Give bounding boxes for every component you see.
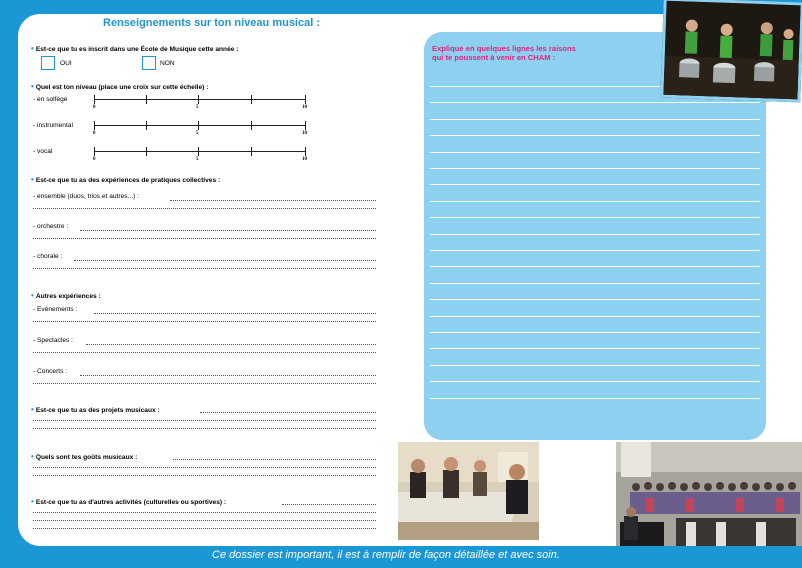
footer-note: Ce dossier est important, il est à remplir de façon détaillée et avec soin. (212, 549, 560, 561)
percussion-photo (660, 0, 802, 102)
answer-line[interactable] (94, 313, 376, 314)
question-other-experiences (31, 291, 101, 300)
bullet-icon: • (31, 452, 34, 461)
answer-line[interactable] (33, 420, 376, 421)
answer-line[interactable] (33, 352, 376, 353)
level-scale-solfege[interactable] (94, 99, 306, 100)
collective-orchestre-label: - orchestre : (33, 223, 69, 230)
answer-line[interactable] (80, 230, 376, 231)
scale-num-5: 5 (196, 131, 199, 136)
explanation-line[interactable] (430, 184, 760, 185)
collective-chorale-label: - chorale : (33, 253, 63, 260)
scale-num-5: 5 (196, 105, 199, 110)
explanation-line[interactable] (430, 299, 760, 300)
explanation-line[interactable] (430, 348, 760, 349)
other-shows-label: - Spectacles : (33, 337, 73, 344)
explanation-line[interactable] (430, 152, 760, 153)
answer-line[interactable] (33, 238, 376, 239)
explanation-line[interactable] (430, 381, 760, 382)
bullet-icon: • (31, 291, 34, 300)
scale-num-5: 5 (196, 157, 199, 162)
question-projects (31, 405, 160, 414)
question-school-text: Est-ce que tu es inscrit dans une École de Musique cette année : (35, 46, 239, 53)
question-tastes-text: Quels sont tes goûts musicaux : (35, 454, 138, 461)
checkbox-oui[interactable] (41, 56, 55, 70)
level-scale-instrumental[interactable] (94, 125, 306, 126)
explanation-title-line1: Explique en quelques lignes les raisons (432, 44, 576, 53)
question-level (31, 82, 208, 91)
answer-line[interactable] (33, 467, 376, 468)
explanation-line[interactable] (430, 168, 760, 169)
explanation-line[interactable] (430, 217, 760, 218)
question-level-text: Quel est ton niveau (place une croix sur cette échelle) : (35, 84, 209, 91)
question-collective (31, 175, 220, 184)
answer-line[interactable] (33, 512, 376, 513)
question-collective-text: Est-ce que tu as des expériences de pratiques collectives : (35, 177, 221, 184)
bullet-icon: • (31, 175, 34, 184)
answer-line[interactable] (33, 383, 376, 384)
explanation-line[interactable] (430, 250, 760, 251)
other-events-label: - Evènements : (33, 306, 78, 313)
level-label-vocal: - vocal (33, 148, 53, 155)
question-activities (31, 497, 226, 506)
level-label-instrumental: - instrumental (33, 122, 73, 129)
answer-line[interactable] (33, 475, 376, 476)
answer-line[interactable] (33, 268, 376, 269)
level-label-solfege: - en solfège (33, 96, 68, 103)
scale-num-10: 10 (302, 105, 307, 110)
answer-line[interactable] (282, 504, 376, 505)
answer-line[interactable] (86, 344, 376, 345)
bullet-icon: • (31, 497, 34, 506)
explanation-line[interactable] (430, 119, 760, 120)
classroom-photo (398, 442, 539, 540)
explanation-line[interactable] (430, 398, 760, 399)
question-school (31, 44, 238, 53)
answer-line[interactable] (33, 321, 376, 322)
question-other-experiences-text: Autres expériences : (35, 293, 101, 300)
explanation-title (432, 44, 576, 62)
section-title: Renseignements sur ton niveau musical : (103, 17, 321, 29)
answer-line[interactable] (80, 375, 376, 376)
question-activities-text: Est-ce que tu as d'autres activités (culturelles ou sportives) : (35, 499, 227, 506)
explanation-line[interactable] (430, 135, 760, 136)
label-non: NON (160, 60, 175, 67)
scale-num-0: 0 (93, 105, 96, 110)
explanation-line[interactable] (430, 332, 760, 333)
scale-num-0: 0 (93, 157, 96, 162)
other-concerts-label: - Concerts : (33, 368, 68, 375)
scale-num-10: 10 (302, 157, 307, 162)
collective-ensemble-label: - ensemble (duos, trios et autres...) : (33, 193, 139, 200)
answer-line[interactable] (33, 528, 376, 529)
level-scale-vocal[interactable] (94, 151, 306, 152)
explanation-line[interactable] (430, 102, 760, 103)
scale-num-10: 10 (302, 131, 307, 136)
question-tastes (31, 452, 137, 461)
bullet-icon: • (31, 405, 34, 414)
explanation-line[interactable] (430, 316, 760, 317)
checkbox-non[interactable] (142, 56, 156, 70)
answer-line[interactable] (33, 208, 376, 209)
answer-line[interactable] (74, 260, 376, 261)
answer-line[interactable] (200, 412, 376, 413)
explanation-line[interactable] (430, 365, 760, 366)
explanation-line[interactable] (430, 266, 760, 267)
explanation-line[interactable] (430, 283, 760, 284)
explanation-line[interactable] (430, 234, 760, 235)
answer-line[interactable] (173, 459, 376, 460)
scale-num-0: 0 (93, 131, 96, 136)
bullet-icon: • (31, 44, 34, 53)
bullet-icon: • (31, 82, 34, 91)
explanation-line[interactable] (430, 201, 760, 202)
answer-line[interactable] (33, 520, 376, 521)
question-projects-text: Est-ce que tu as des projets musicaux : (35, 407, 160, 414)
answer-line[interactable] (33, 428, 376, 429)
label-oui: OUI (60, 60, 72, 67)
answer-line[interactable] (170, 200, 376, 201)
explanation-title-line2: qui te poussent à venir en CHAM : (432, 53, 556, 62)
